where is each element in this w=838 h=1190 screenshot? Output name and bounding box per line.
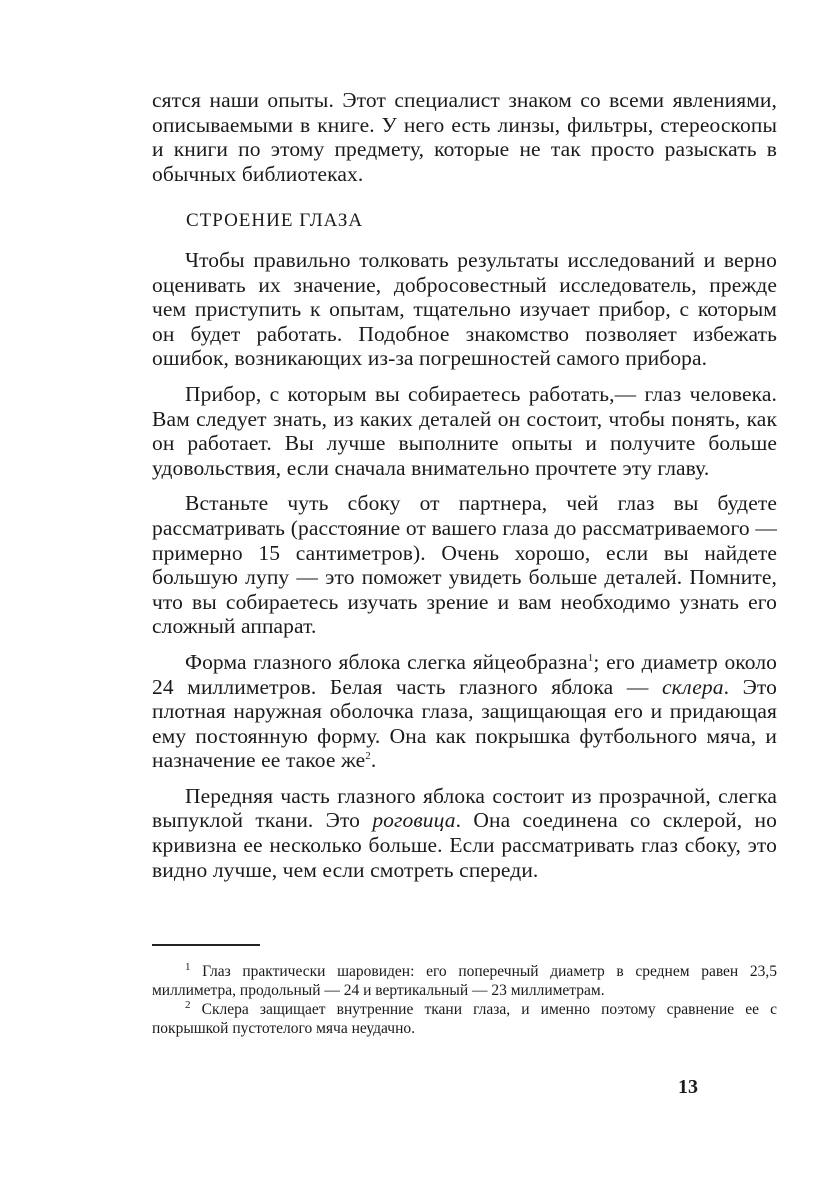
paragraph-2: Прибор, с которым вы собираетесь работать,— глаз человека. Вам следует знать, из каких деталей он состоит, чтобы понять, как он работает. Вы лучше выполните опыты и получите больше удовольствия, если сначала внимательно прочтете эту главу. [152, 381, 777, 480]
footnote-marker-1: 1 [185, 960, 191, 973]
paragraph-4-text-d: . [370, 748, 377, 773]
footnote-2 [152, 1000, 777, 1038]
footnote-1-text: Глаз практически шаровиден: его поперечный диаметр в среднем равен 23,5 миллиметра, продольный — 24 и вертикальный — 23 миллиметрам. [152, 963, 778, 999]
footnote-ref-1: 1 [587, 651, 594, 664]
paragraph-3: Встаньте чуть сбоку от партнера, чей глаз вы будете рассматривать (расстояние от вашего глаза до рассматриваемого — примерно 15 сантиметров). Очень хорошо, если вы найдете большую лупу — это поможет увидеть больше деталей. Помните, что вы собираетесь изучать зрение и вам необходимо узнать его сложный аппарат. [152, 491, 777, 639]
page-number: 13 [678, 1076, 698, 1098]
intro-paragraph: сятся наши опыты. Этот специалист знаком со всеми явлениями, описываемыми в книге. У него есть линзы, фильтры, стереоскопы и книги по этому предмету, которые не так просто разыскать в обычных библиотеках. [152, 88, 777, 186]
paragraph-1: Чтобы правильно толковать результаты исследований и верно оценивать их значение, добросовестный исследователь, прежде чем приступить к опытам, тщательно изучает прибор, с которым он будет работать. Подобное знакомство позволяет избежать ошибок, возникающих из-за погрешностей самого прибора. [152, 248, 777, 371]
paragraph-4 [152, 650, 777, 773]
footnote-1 [152, 962, 777, 1000]
intro-text-block [152, 88, 777, 186]
paragraph-5-text-a: Передняя часть глазного яблока состоит из прозрачной, слегка выпуклой ткани. Это [152, 783, 777, 833]
paragraph-5 [152, 784, 777, 882]
footnotes-block [152, 962, 777, 1038]
paragraph-4-text-a: Форма глазного яблока слегка яйцеобразна [185, 649, 588, 674]
section-heading: СТРОЕНИЕ ГЛАЗА [186, 210, 364, 231]
footnote-divider [152, 944, 260, 946]
term-cornea: роговица [372, 808, 456, 833]
paragraph-4-text-c: . Это плотная наружная оболочка глаза, защищающая его и придающая ему постоянную форму. Она как покрышка футбольного мяча, и назначение ее такое же [152, 674, 777, 773]
paragraph-4-text-b: ; его диаметр около 24 миллиметров. Белая часть глазного яблока — [152, 649, 778, 699]
term-sclera: склера [662, 674, 724, 699]
footnote-2-text: Склера защищает внутренние ткани глаза, и именно поэтому сравнение ее с покрышкой пустотелого мяча неудачно. [152, 1001, 777, 1037]
paragraph-5-text-b: . Она соединена со склерой, но кривизна ее несколько больше. Если рассматривать глаз сбоку, это видно лучше, чем если смотреть спереди. [152, 808, 777, 882]
body-text-block [152, 248, 777, 882]
footnote-marker-2: 2 [185, 998, 191, 1011]
footnote-ref-2: 2 [365, 750, 371, 763]
